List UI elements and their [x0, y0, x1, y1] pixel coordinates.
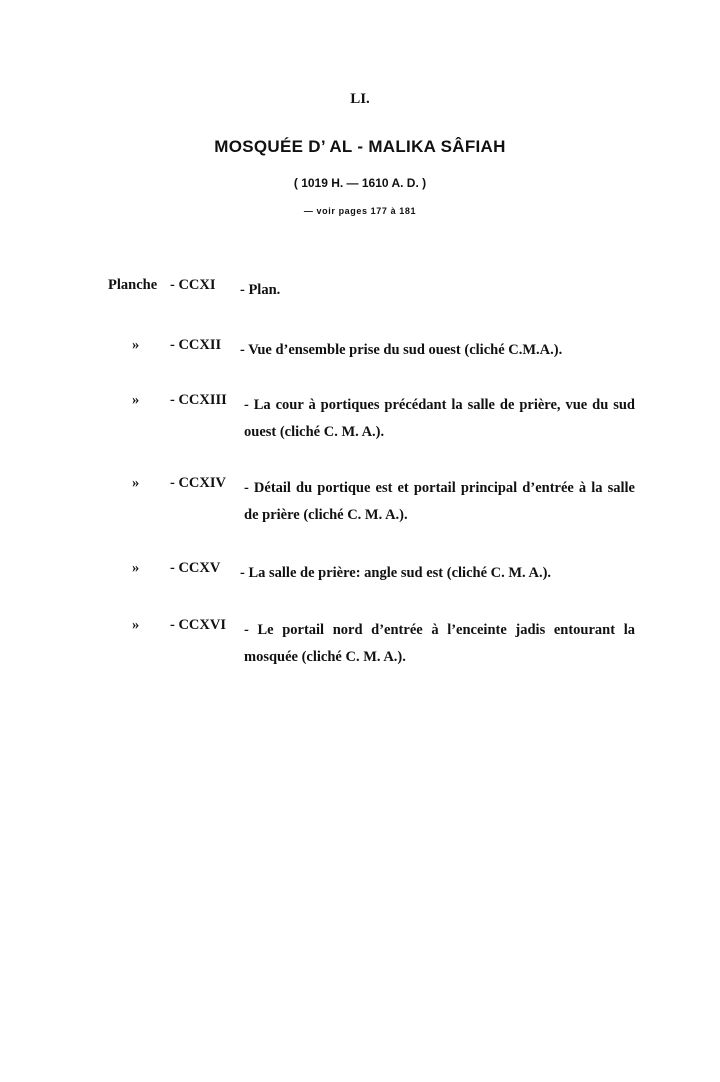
- plate-description: - La cour à portiques précédant la salle de prière, vue du sud ouest (cliché C. M. A.).: [244, 397, 635, 440]
- ditto-mark: »: [132, 392, 140, 408]
- ditto-mark: »: [132, 560, 140, 576]
- ditto-mark: »: [132, 337, 140, 353]
- plate-description: - La salle de prière: angle sud est (cliché C. M. A.).: [240, 565, 552, 581]
- plate-number: - CCXVI: [170, 617, 226, 633]
- entry-label: Planche: [108, 277, 158, 293]
- plate-description: - Plan.: [240, 282, 281, 298]
- section-number: LI.: [350, 91, 370, 107]
- plate-number: - CCXII: [170, 337, 222, 353]
- date-line: ( 1019 H. — 1610 A. D. ): [293, 176, 427, 190]
- plate-number: - CCXI: [170, 277, 216, 293]
- page-title: MOSQUÉE D’ AL - MALIKA SÂFIAH: [214, 137, 506, 156]
- plate-number: - CCXIII: [170, 392, 227, 408]
- ditto-mark: »: [132, 617, 140, 633]
- page-reference: — voir pages 177 à 181: [303, 206, 417, 216]
- plate-number: - CCXV: [170, 560, 221, 576]
- ditto-mark: »: [132, 475, 140, 491]
- plate-number: - CCXIV: [170, 475, 226, 491]
- plate-description: - Le portail nord d’entrée à l’enceinte jadis entourant la mosquée (cliché C. M. A.).: [244, 622, 635, 665]
- plate-description: - Vue d’ensemble prise du sud ouest (cliché C.M.A.).: [240, 342, 563, 358]
- plate-description: - Détail du portique est et portail principal d’entrée à la salle de prière (cliché C. M. A.).: [244, 480, 635, 523]
